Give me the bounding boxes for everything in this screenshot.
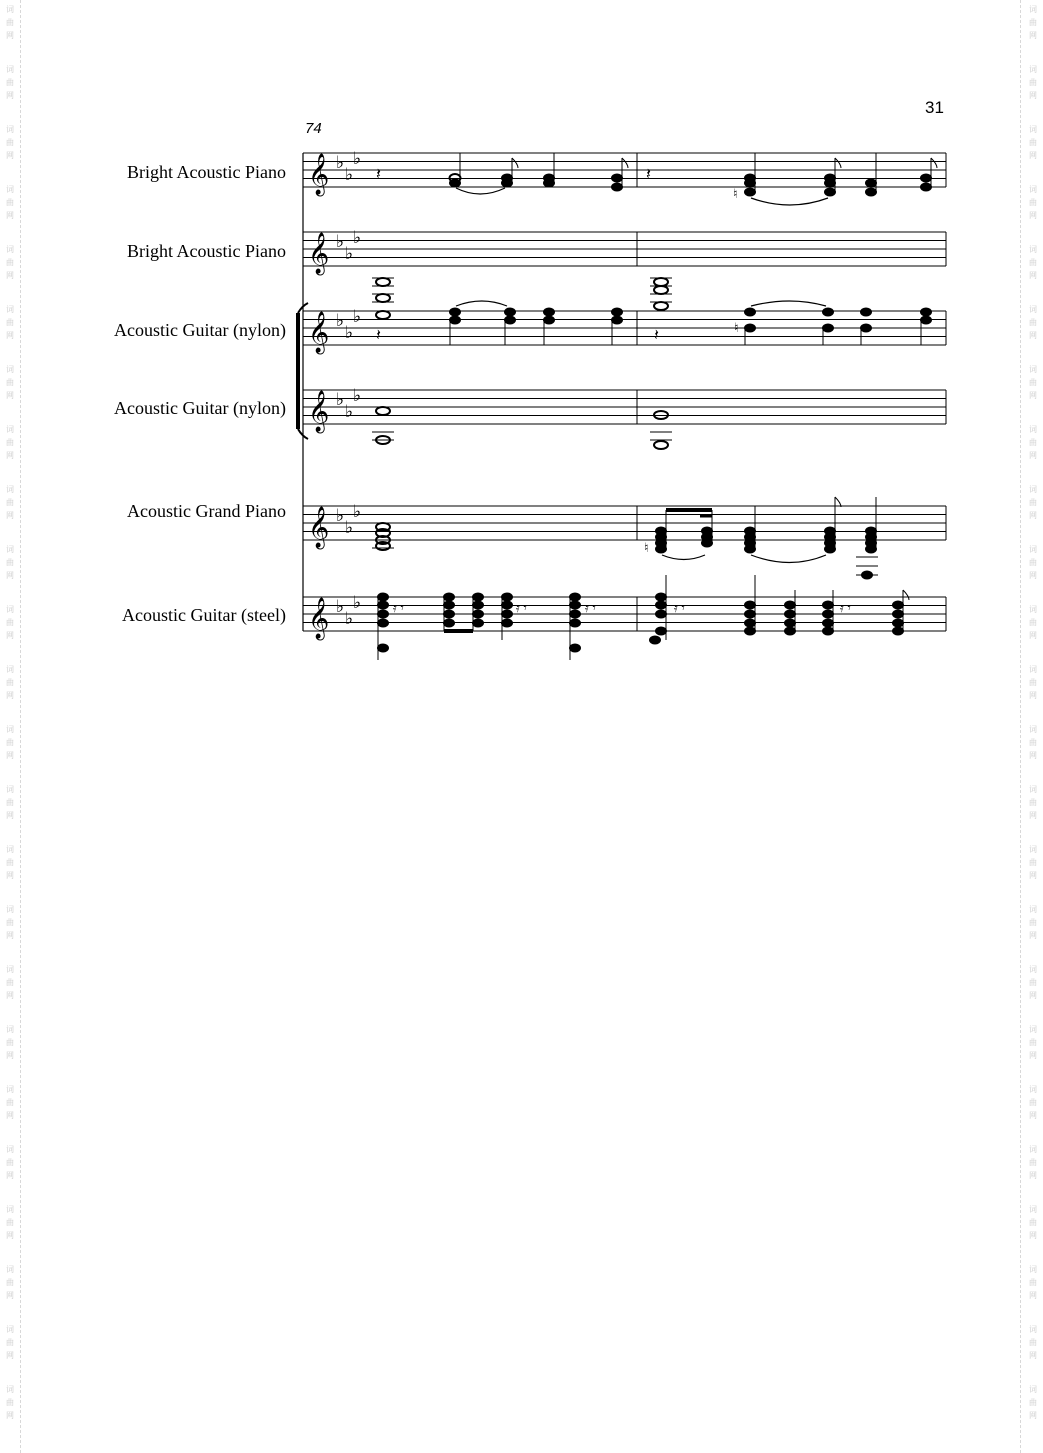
watermark-glyph: 词 <box>1029 1385 1037 1394</box>
svg-text:♭: ♭ <box>353 386 362 406</box>
watermark-glyph: 曲 <box>6 198 14 207</box>
watermark-glyph: 词 <box>1029 965 1037 974</box>
watermark-glyph: 网 <box>6 331 14 340</box>
watermark-glyph: 词 <box>6 5 14 14</box>
watermark-glyph: 网 <box>1029 991 1037 1000</box>
staff-5 <box>303 497 946 579</box>
watermark-glyph: 曲 <box>6 138 14 147</box>
svg-text:♭: ♭ <box>353 307 362 327</box>
svg-text:𝄽: 𝄽 <box>646 164 651 183</box>
svg-text:♭: ♭ <box>336 232 345 252</box>
watermark-glyph: 词 <box>6 305 14 314</box>
watermark-glyph: 曲 <box>6 558 14 567</box>
watermark-glyph: 曲 <box>1029 1338 1037 1347</box>
svg-text:♭: ♭ <box>353 502 362 522</box>
watermark-glyph: 网 <box>6 931 14 940</box>
watermark-glyph: 词 <box>6 1385 14 1394</box>
watermark-glyph: 网 <box>1029 691 1037 700</box>
watermark-glyph: 网 <box>6 991 14 1000</box>
svg-text:♭: ♭ <box>336 506 345 526</box>
instrument-label-4: Acoustic Guitar (nylon) <box>114 398 286 418</box>
watermark-glyph: 网 <box>1029 151 1037 160</box>
watermark-glyph: 词 <box>1029 1145 1037 1154</box>
svg-text:𝄿 𝄾: 𝄿 𝄾 <box>516 601 527 615</box>
watermark-glyph: 网 <box>1029 931 1037 940</box>
watermark-glyph: 词 <box>6 965 14 974</box>
watermark-glyph: 曲 <box>6 1098 14 1107</box>
watermark-glyph: 网 <box>6 451 14 460</box>
watermark-glyph: 词 <box>1029 65 1037 74</box>
watermark-glyph: 网 <box>1029 31 1037 40</box>
watermark-glyph: 网 <box>1029 1111 1037 1120</box>
watermark-glyph: 词 <box>6 1325 14 1334</box>
watermark-glyph: 网 <box>1029 631 1037 640</box>
watermark-glyph: 曲 <box>1029 558 1037 567</box>
watermark-glyph: 网 <box>1029 1231 1037 1240</box>
watermark-glyph: 词 <box>1029 1325 1037 1334</box>
watermark-glyph: 词 <box>1029 725 1037 734</box>
watermark-glyph: 词 <box>6 545 14 554</box>
watermark-glyph: 网 <box>6 211 14 220</box>
watermark-glyph: 曲 <box>1029 318 1037 327</box>
svg-text:♭: ♭ <box>345 609 354 629</box>
svg-text:♭: ♭ <box>345 323 354 343</box>
watermark-glyph: 词 <box>6 725 14 734</box>
watermark-glyph: 网 <box>6 391 14 400</box>
watermark-glyph: 网 <box>1029 571 1037 580</box>
watermark-glyph: 曲 <box>1029 1098 1037 1107</box>
watermark-glyph: 词 <box>1029 1265 1037 1274</box>
svg-text:𝄞: 𝄞 <box>308 312 330 353</box>
watermark-glyph: 网 <box>6 511 14 520</box>
watermark-glyph: 网 <box>1029 1051 1037 1060</box>
watermark-glyph: 曲 <box>1029 1038 1037 1047</box>
watermark-glyph: 词 <box>1029 785 1037 794</box>
watermark-glyph: 词 <box>6 365 14 374</box>
watermark-glyph: 词 <box>1029 365 1037 374</box>
svg-text:♭: ♭ <box>336 597 345 617</box>
watermark-glyph: 词 <box>1029 1025 1037 1034</box>
svg-text:♭: ♭ <box>345 165 354 185</box>
watermark-glyph: 词 <box>6 1205 14 1214</box>
watermark-glyph: 曲 <box>6 738 14 747</box>
watermark-glyph: 曲 <box>1029 498 1037 507</box>
watermark-glyph: 词 <box>1029 605 1037 614</box>
svg-text:𝄽: 𝄽 <box>376 325 381 344</box>
svg-text:♭: ♭ <box>353 593 362 613</box>
watermark-glyph: 词 <box>6 665 14 674</box>
watermark-glyph: 曲 <box>1029 858 1037 867</box>
watermark-glyph: 网 <box>1029 451 1037 460</box>
watermark-glyph: 词 <box>6 65 14 74</box>
watermark-glyph: 曲 <box>6 1038 14 1047</box>
watermark-glyph: 曲 <box>6 378 14 387</box>
watermark-glyph: 曲 <box>1029 678 1037 687</box>
watermark-glyph: 曲 <box>6 18 14 27</box>
watermark-glyph: 词 <box>1029 245 1037 254</box>
watermark-glyph: 曲 <box>6 618 14 627</box>
svg-text:𝄽: 𝄽 <box>376 164 381 183</box>
watermark-glyph: 网 <box>6 151 14 160</box>
staff-3 <box>303 278 946 354</box>
watermark-glyph: 网 <box>1029 91 1037 100</box>
svg-text:♭: ♭ <box>345 244 354 264</box>
watermark-glyph: 词 <box>6 1265 14 1274</box>
watermark-glyph: 曲 <box>1029 78 1037 87</box>
svg-text:𝄿 𝄾: 𝄿 𝄾 <box>393 601 404 615</box>
watermark-glyph: 网 <box>6 631 14 640</box>
watermark-glyph: 词 <box>1029 905 1037 914</box>
watermark-glyph: 曲 <box>6 78 14 87</box>
watermark-glyph: 词 <box>6 605 14 614</box>
watermark-glyph: 曲 <box>1029 918 1037 927</box>
watermark-glyph: 网 <box>1029 511 1037 520</box>
key-signature: ♭ <box>336 153 345 173</box>
watermark-glyph: 词 <box>1029 1085 1037 1094</box>
watermark-glyph: 词 <box>1029 485 1037 494</box>
watermark-glyph: 词 <box>6 1085 14 1094</box>
watermark-glyph: 词 <box>1029 125 1037 134</box>
watermark-glyph: 曲 <box>1029 1218 1037 1227</box>
svg-text:𝄞: 𝄞 <box>308 233 330 274</box>
watermark-glyph: 曲 <box>1029 618 1037 627</box>
instrument-label-3: Acoustic Guitar (nylon) <box>114 320 286 340</box>
svg-text:♭: ♭ <box>336 311 345 331</box>
watermark-glyph: 曲 <box>6 1338 14 1347</box>
watermark-glyph: 曲 <box>6 258 14 267</box>
watermark-glyph: 网 <box>6 1171 14 1180</box>
watermark-glyph: 曲 <box>1029 438 1037 447</box>
watermark-glyph: 词 <box>1029 1205 1037 1214</box>
watermark-glyph: 词 <box>1029 545 1037 554</box>
watermark-glyph: 网 <box>6 31 14 40</box>
watermark-glyph: 网 <box>1029 871 1037 880</box>
svg-text:𝄞: 𝄞 <box>308 391 330 432</box>
watermark-glyph: 曲 <box>1029 258 1037 267</box>
watermark-glyph: 曲 <box>6 678 14 687</box>
watermark-glyph: 词 <box>6 125 14 134</box>
watermark-glyph: 网 <box>1029 391 1037 400</box>
watermark-glyph: 网 <box>1029 1351 1037 1360</box>
staff-2 <box>303 228 946 275</box>
watermark-glyph: 曲 <box>1029 378 1037 387</box>
svg-text:♮: ♮ <box>734 321 739 336</box>
watermark-glyph: 词 <box>1029 5 1037 14</box>
watermark-glyph: 曲 <box>1029 798 1037 807</box>
watermark-glyph: 词 <box>6 1145 14 1154</box>
watermark-glyph: 网 <box>1029 1411 1037 1420</box>
watermark-glyph: 词 <box>1029 305 1037 314</box>
svg-text:♭: ♭ <box>353 228 362 248</box>
watermark-glyph: 网 <box>1029 1291 1037 1300</box>
svg-text:𝄽: 𝄽 <box>654 325 659 344</box>
watermark-glyph: 网 <box>6 91 14 100</box>
svg-text:𝄿 𝄾: 𝄿 𝄾 <box>585 601 596 615</box>
watermark-glyph: 曲 <box>6 1158 14 1167</box>
watermark-glyph: 网 <box>6 1411 14 1420</box>
watermark-glyph: 曲 <box>6 1398 14 1407</box>
watermark-glyph: 网 <box>6 1051 14 1060</box>
watermark-glyph: 网 <box>6 691 14 700</box>
instrument-label-1: Bright Acoustic Piano <box>127 162 286 182</box>
measure-number: 74 <box>305 120 322 137</box>
instrument-label-2: Bright Acoustic Piano <box>127 241 286 261</box>
watermark-glyph: 网 <box>6 271 14 280</box>
watermark-glyph: 曲 <box>6 498 14 507</box>
watermark-glyph: 词 <box>1029 185 1037 194</box>
watermark-glyph: 词 <box>6 485 14 494</box>
watermark-glyph: 词 <box>6 845 14 854</box>
watermark-glyph: 网 <box>1029 271 1037 280</box>
page-number: 31 <box>925 98 944 117</box>
svg-text:♮: ♮ <box>733 187 738 202</box>
watermark-glyph: 词 <box>1029 665 1037 674</box>
watermark-glyph: 曲 <box>1029 1398 1037 1407</box>
treble-clef: 𝄞 <box>308 154 330 195</box>
svg-text:♭: ♭ <box>336 390 345 410</box>
watermark-glyph: 曲 <box>6 318 14 327</box>
staff-4 <box>303 386 946 449</box>
watermark-glyph: 网 <box>1029 331 1037 340</box>
watermark-glyph: 曲 <box>1029 978 1037 987</box>
svg-text:𝄿 𝄾: 𝄿 𝄾 <box>674 601 685 615</box>
watermark-glyph: 词 <box>1029 425 1037 434</box>
watermark-glyph: 曲 <box>1029 18 1037 27</box>
svg-text:♮: ♮ <box>644 541 649 556</box>
watermark-glyph: 曲 <box>6 858 14 867</box>
watermark-glyph: 词 <box>6 185 14 194</box>
instrument-label-5: Acoustic Grand Piano <box>127 501 286 521</box>
watermark-glyph: 曲 <box>1029 738 1037 747</box>
watermark-glyph: 网 <box>6 871 14 880</box>
watermark-glyph: 网 <box>6 1231 14 1240</box>
svg-text:𝄿 𝄾: 𝄿 𝄾 <box>840 601 851 615</box>
svg-text:♭: ♭ <box>345 518 354 538</box>
watermark-glyph: 曲 <box>1029 138 1037 147</box>
watermark-glyph: 曲 <box>1029 198 1037 207</box>
watermark-glyph: 网 <box>1029 811 1037 820</box>
watermark-glyph: 曲 <box>6 798 14 807</box>
svg-text:𝄞: 𝄞 <box>308 507 330 548</box>
watermark-glyph: 曲 <box>6 918 14 927</box>
watermark-glyph: 曲 <box>6 438 14 447</box>
svg-text:𝄞: 𝄞 <box>308 598 330 639</box>
watermark-glyph: 网 <box>6 571 14 580</box>
instrument-label-6: Acoustic Guitar (steel) <box>122 605 286 625</box>
watermark-glyph: 网 <box>1029 211 1037 220</box>
watermark-glyph: 网 <box>6 751 14 760</box>
watermark-glyph: 词 <box>6 245 14 254</box>
watermark-glyph: 网 <box>6 1351 14 1360</box>
watermark-glyph: 曲 <box>6 1218 14 1227</box>
watermark-glyph: 词 <box>6 425 14 434</box>
watermark-glyph: 网 <box>6 1291 14 1300</box>
watermark-glyph: 网 <box>6 811 14 820</box>
staff-6 <box>303 575 946 660</box>
svg-text:♭: ♭ <box>345 402 354 422</box>
watermark-glyph: 网 <box>6 1111 14 1120</box>
watermark-glyph: 词 <box>1029 845 1037 854</box>
svg-text:♭: ♭ <box>353 149 362 169</box>
watermark-glyph: 曲 <box>6 1278 14 1287</box>
watermark-glyph: 词 <box>6 785 14 794</box>
watermark-glyph: 网 <box>1029 751 1037 760</box>
staff-1 <box>303 149 946 205</box>
watermark-glyph: 词 <box>6 905 14 914</box>
watermark-glyph: 曲 <box>1029 1158 1037 1167</box>
watermark-glyph: 网 <box>1029 1171 1037 1180</box>
watermark-glyph: 词 <box>6 1025 14 1034</box>
watermark-glyph: 曲 <box>1029 1278 1037 1287</box>
watermark-glyph: 曲 <box>6 978 14 987</box>
